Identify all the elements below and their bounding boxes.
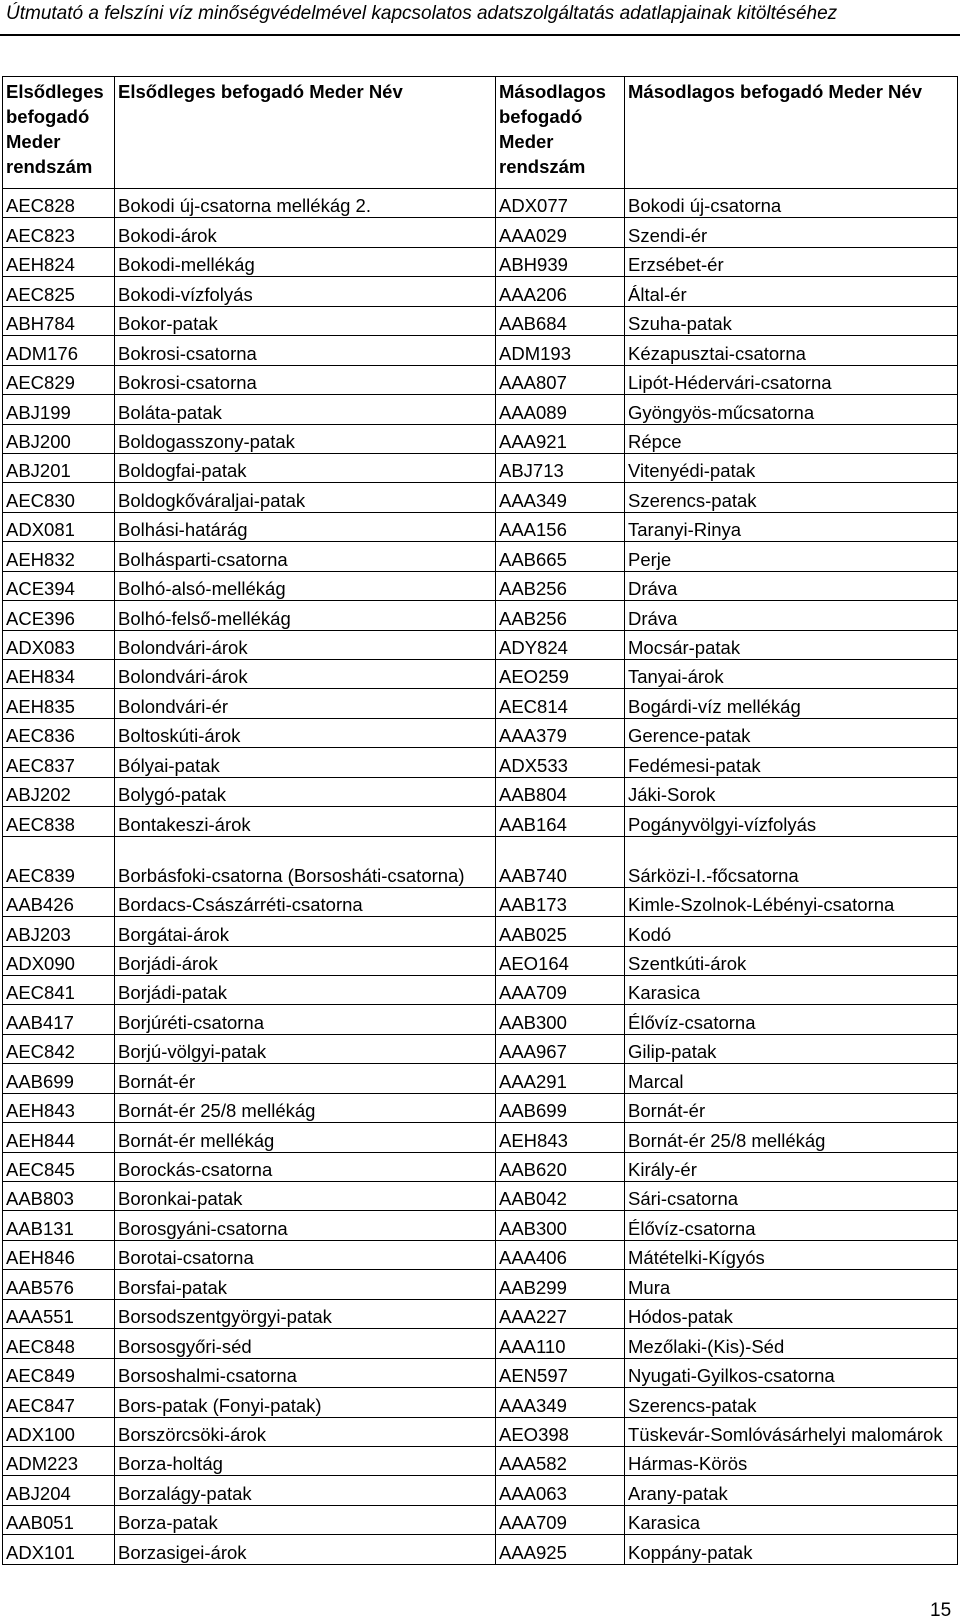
cell-primary-code: ABJ199: [3, 395, 115, 424]
cell-primary-code: AAA551: [3, 1299, 115, 1328]
cell-primary-name: Borsfai-patak: [115, 1270, 496, 1299]
table-row: [3, 1505, 958, 1534]
cell-secondary-name: Bokodi új-csatorna: [625, 189, 958, 218]
cell-secondary-code: AAA921: [496, 424, 625, 453]
cell-secondary-code: AAB684: [496, 306, 625, 335]
table-row: [3, 483, 958, 512]
cell-primary-code: AEC823: [3, 218, 115, 247]
cell-secondary-name: Tanyai-árok: [625, 660, 958, 689]
table-row: [3, 777, 958, 806]
cell-secondary-name: Lipót-Hédervári-csatorna: [625, 365, 958, 394]
cell-secondary-name: Mátételki-Kígyós: [625, 1240, 958, 1269]
cell-secondary-name: Koppány-patak: [625, 1535, 958, 1564]
cell-primary-code: ABJ201: [3, 453, 115, 482]
cell-secondary-code: AAA379: [496, 718, 625, 747]
cell-primary-code: AEH843: [3, 1093, 115, 1122]
cell-secondary-name: Mezőlaki-(Kis)-Séd: [625, 1329, 958, 1358]
table-row: [3, 1005, 958, 1034]
cell-secondary-name: Bornát-ér 25/8 mellékág: [625, 1123, 958, 1152]
column-header-primary-code: Elsődleges befogadó Meder rendszám: [3, 77, 115, 189]
table-row: [3, 689, 958, 718]
table-row: [3, 601, 958, 630]
cell-primary-name: Borzasigei-árok: [115, 1535, 496, 1564]
table-header-row: [3, 77, 958, 189]
cell-primary-name: Bokor-patak: [115, 306, 496, 335]
cell-secondary-code: AAB256: [496, 571, 625, 600]
cell-primary-code: AEC838: [3, 807, 115, 836]
cell-primary-name: Borockás-csatorna: [115, 1152, 496, 1181]
cell-primary-name: Bors-patak (Fonyi-patak): [115, 1388, 496, 1417]
cell-primary-name: Borjádi-árok: [115, 946, 496, 975]
cell-primary-name: Borsodszentgyörgyi-patak: [115, 1299, 496, 1328]
cell-primary-code: ACE394: [3, 571, 115, 600]
table-row: [3, 542, 958, 571]
cell-primary-name: Bokrosi-csatorna: [115, 336, 496, 365]
cell-primary-code: AEC825: [3, 277, 115, 306]
cell-secondary-name: Mocsár-patak: [625, 630, 958, 659]
cell-secondary-name: Szerencs-patak: [625, 1388, 958, 1417]
table-row: [3, 247, 958, 276]
document-title: Útmutató a felszíni víz minőségvédelmével kapcsolatos adatszolgáltatás adatlapjainak kitöltéséhez: [6, 3, 838, 24]
cell-secondary-code: AAB164: [496, 807, 625, 836]
cell-secondary-code: ADY824: [496, 630, 625, 659]
cell-primary-code: AAB699: [3, 1064, 115, 1093]
table-row: [3, 1299, 958, 1328]
cell-primary-code: ABJ200: [3, 424, 115, 453]
table-row: [3, 887, 958, 916]
cell-secondary-code: AAA406: [496, 1240, 625, 1269]
table-row: [3, 748, 958, 777]
table-row: [3, 1182, 958, 1211]
cell-primary-name: Bolondvári-árok: [115, 660, 496, 689]
cell-primary-code: AAB417: [3, 1005, 115, 1034]
cell-primary-code: AEC839: [3, 836, 115, 887]
cell-primary-code: AEC848: [3, 1329, 115, 1358]
cell-primary-code: AEH824: [3, 247, 115, 276]
cell-primary-name: Borzalágy-patak: [115, 1476, 496, 1505]
cell-secondary-code: ADM193: [496, 336, 625, 365]
table-row: [3, 1093, 958, 1122]
cell-primary-name: Borszörcsöki-árok: [115, 1417, 496, 1446]
cell-secondary-name: Élővíz-csatorna: [625, 1211, 958, 1240]
cell-primary-name: Bolhásparti-csatorna: [115, 542, 496, 571]
cell-secondary-code: AAB300: [496, 1211, 625, 1240]
table-row: [3, 1535, 958, 1564]
header-rule: [0, 34, 960, 36]
cell-primary-code: AAB131: [3, 1211, 115, 1240]
cell-primary-code: AEC849: [3, 1358, 115, 1387]
cell-primary-code: AEC847: [3, 1388, 115, 1417]
cell-secondary-code: AEH843: [496, 1123, 625, 1152]
cell-secondary-code: AAB173: [496, 887, 625, 916]
table-row: [3, 1123, 958, 1152]
cell-primary-code: ADX081: [3, 512, 115, 541]
cell-primary-name: Boldogfai-patak: [115, 453, 496, 482]
table-row: [3, 571, 958, 600]
table-row: [3, 917, 958, 946]
cell-primary-code: ABH784: [3, 306, 115, 335]
table-row: [3, 1446, 958, 1475]
cell-secondary-name: Mura: [625, 1270, 958, 1299]
cell-primary-name: Bornát-ér 25/8 mellékág: [115, 1093, 496, 1122]
table-row: [3, 306, 958, 335]
table-row: [3, 424, 958, 453]
cell-secondary-code: AEO164: [496, 946, 625, 975]
cell-primary-name: Borotai-csatorna: [115, 1240, 496, 1269]
cell-primary-name: Borjádi-patak: [115, 975, 496, 1004]
cell-secondary-code: AAB299: [496, 1270, 625, 1299]
table-row: [3, 1329, 958, 1358]
cell-secondary-code: AAA110: [496, 1329, 625, 1358]
cell-primary-code: AAB576: [3, 1270, 115, 1299]
cell-secondary-code: AAA029: [496, 218, 625, 247]
cell-primary-code: AAB803: [3, 1182, 115, 1211]
data-table: [2, 76, 958, 1565]
table-row: [3, 277, 958, 306]
cell-primary-code: AEC845: [3, 1152, 115, 1181]
cell-primary-code: AEC841: [3, 975, 115, 1004]
cell-primary-name: Boronkai-patak: [115, 1182, 496, 1211]
cell-primary-name: Bolondvári-árok: [115, 630, 496, 659]
page-header: [0, 0, 960, 50]
cell-secondary-name: Király-ér: [625, 1152, 958, 1181]
table-row: [3, 365, 958, 394]
table-row: [3, 1417, 958, 1446]
cell-secondary-code: AAA206: [496, 277, 625, 306]
cell-primary-name: Borjúréti-csatorna: [115, 1005, 496, 1034]
cell-secondary-code: AAA925: [496, 1535, 625, 1564]
cell-secondary-name: Gilip-patak: [625, 1034, 958, 1063]
cell-primary-name: Bólyai-patak: [115, 748, 496, 777]
cell-primary-name: Bokodi-árok: [115, 218, 496, 247]
cell-primary-code: AEC837: [3, 748, 115, 777]
cell-primary-name: Bokodi új-csatorna mellékág 2.: [115, 189, 496, 218]
table-row: [3, 630, 958, 659]
cell-primary-code: ACE396: [3, 601, 115, 630]
cell-secondary-code: AAB699: [496, 1093, 625, 1122]
cell-secondary-name: Kodó: [625, 917, 958, 946]
cell-primary-code: AEC830: [3, 483, 115, 512]
cell-secondary-name: Karasica: [625, 975, 958, 1004]
table-row: [3, 218, 958, 247]
cell-primary-name: Bokodi-vízfolyás: [115, 277, 496, 306]
cell-primary-name: Borsosgyőri-séd: [115, 1329, 496, 1358]
table-row: [3, 512, 958, 541]
table-row: [3, 946, 958, 975]
table-row: [3, 1211, 958, 1240]
cell-primary-code: ADX101: [3, 1535, 115, 1564]
cell-primary-code: AEH834: [3, 660, 115, 689]
cell-secondary-code: AAA063: [496, 1476, 625, 1505]
cell-secondary-name: Arany-patak: [625, 1476, 958, 1505]
table-row: [3, 718, 958, 747]
cell-primary-name: Bontakeszi-árok: [115, 807, 496, 836]
cell-primary-code: ADX100: [3, 1417, 115, 1446]
cell-secondary-code: AAA349: [496, 1388, 625, 1417]
cell-secondary-name: Fedémesi-patak: [625, 748, 958, 777]
cell-primary-name: Borgátai-árok: [115, 917, 496, 946]
cell-secondary-name: Dráva: [625, 601, 958, 630]
cell-secondary-name: Taranyi-Rinya: [625, 512, 958, 541]
cell-secondary-name: Erzsébet-ér: [625, 247, 958, 276]
cell-secondary-code: AAB665: [496, 542, 625, 571]
cell-secondary-code: AAA967: [496, 1034, 625, 1063]
cell-secondary-name: Hódos-patak: [625, 1299, 958, 1328]
cell-secondary-name: Gyöngyös-műcsatorna: [625, 395, 958, 424]
cell-primary-code: AEC828: [3, 189, 115, 218]
cell-primary-name: Bolhó-alsó-mellékág: [115, 571, 496, 600]
cell-primary-code: ADX090: [3, 946, 115, 975]
cell-secondary-code: AAA089: [496, 395, 625, 424]
cell-secondary-code: AAB256: [496, 601, 625, 630]
cell-secondary-code: AAA709: [496, 1505, 625, 1534]
column-header-secondary-code: Másodlagos befogadó Meder rendszám: [496, 77, 625, 189]
table-row: [3, 336, 958, 365]
cell-secondary-name: Pogányvölgyi-vízfolyás: [625, 807, 958, 836]
cell-secondary-name: Tüskevár-Somlóvásárhelyi malomárok: [625, 1417, 958, 1446]
cell-secondary-code: ADX077: [496, 189, 625, 218]
table-row: [3, 395, 958, 424]
cell-primary-name: Boldogkőváraljai-patak: [115, 483, 496, 512]
cell-primary-name: Boláta-patak: [115, 395, 496, 424]
cell-secondary-name: Hármas-Körös: [625, 1446, 958, 1475]
cell-primary-code: AEH844: [3, 1123, 115, 1152]
cell-secondary-name: Sárközi-I.-főcsatorna: [625, 836, 958, 887]
cell-primary-name: Bokrosi-csatorna: [115, 365, 496, 394]
cell-primary-code: AEH846: [3, 1240, 115, 1269]
column-header-primary-name: Elsődleges befogadó Meder Név: [115, 77, 496, 189]
cell-secondary-name: Perje: [625, 542, 958, 571]
cell-primary-code: ADX083: [3, 630, 115, 659]
cell-secondary-code: AAB042: [496, 1182, 625, 1211]
cell-primary-code: ABJ203: [3, 917, 115, 946]
cell-secondary-name: Szendi-ér: [625, 218, 958, 247]
cell-secondary-name: Élővíz-csatorna: [625, 1005, 958, 1034]
table-row: [3, 1358, 958, 1387]
cell-secondary-code: AAA709: [496, 975, 625, 1004]
cell-primary-code: ABJ204: [3, 1476, 115, 1505]
cell-secondary-name: Marcal: [625, 1064, 958, 1093]
cell-secondary-code: ABJ713: [496, 453, 625, 482]
table-row: [3, 1034, 958, 1063]
cell-secondary-code: AAA156: [496, 512, 625, 541]
cell-secondary-code: AAA349: [496, 483, 625, 512]
cell-secondary-name: Kézapusztai-csatorna: [625, 336, 958, 365]
table-row: [3, 189, 958, 218]
cell-secondary-code: AEC814: [496, 689, 625, 718]
cell-primary-code: AEH832: [3, 542, 115, 571]
cell-secondary-name: Kimle-Szolnok-Lébényi-csatorna: [625, 887, 958, 916]
cell-primary-code: AAB051: [3, 1505, 115, 1534]
cell-primary-code: ADM223: [3, 1446, 115, 1475]
cell-primary-code: AEC842: [3, 1034, 115, 1063]
cell-secondary-code: AAB740: [496, 836, 625, 887]
table-row: [3, 1240, 958, 1269]
cell-secondary-code: AAA582: [496, 1446, 625, 1475]
cell-secondary-name: Bogárdi-víz mellékág: [625, 689, 958, 718]
cell-secondary-code: AAA227: [496, 1299, 625, 1328]
cell-secondary-name: Szerencs-patak: [625, 483, 958, 512]
cell-primary-code: AAB426: [3, 887, 115, 916]
cell-secondary-name: Dráva: [625, 571, 958, 600]
column-header-secondary-name: Másodlagos befogadó Meder Név: [625, 77, 958, 189]
cell-secondary-name: Karasica: [625, 1505, 958, 1534]
cell-secondary-name: Bornát-ér: [625, 1093, 958, 1122]
cell-primary-code: ADM176: [3, 336, 115, 365]
cell-primary-name: Borza-holtág: [115, 1446, 496, 1475]
cell-primary-name: Bornát-ér: [115, 1064, 496, 1093]
cell-primary-code: AEC836: [3, 718, 115, 747]
cell-secondary-code: AAB620: [496, 1152, 625, 1181]
cell-secondary-name: Jáki-Sorok: [625, 777, 958, 806]
cell-primary-name: Borsoshalmi-csatorna: [115, 1358, 496, 1387]
table-row: [3, 975, 958, 1004]
cell-secondary-code: AAA291: [496, 1064, 625, 1093]
table-row: [3, 836, 958, 887]
cell-primary-name: Bolhási-határág: [115, 512, 496, 541]
cell-secondary-name: Nyugati-Gyilkos-csatorna: [625, 1358, 958, 1387]
cell-primary-code: ABJ202: [3, 777, 115, 806]
cell-secondary-code: AAA807: [496, 365, 625, 394]
cell-secondary-name: Szentkúti-árok: [625, 946, 958, 975]
cell-secondary-code: AAB804: [496, 777, 625, 806]
cell-primary-code: AEH835: [3, 689, 115, 718]
cell-secondary-name: Sári-csatorna: [625, 1182, 958, 1211]
cell-primary-name: Borjú-völgyi-patak: [115, 1034, 496, 1063]
table-row: [3, 1388, 958, 1417]
cell-primary-name: Bornát-ér mellékág: [115, 1123, 496, 1152]
cell-primary-code: AEC829: [3, 365, 115, 394]
cell-secondary-name: Gerence-patak: [625, 718, 958, 747]
cell-secondary-code: ADX533: [496, 748, 625, 777]
cell-primary-name: Borosgyáni-csatorna: [115, 1211, 496, 1240]
cell-secondary-code: AEO398: [496, 1417, 625, 1446]
table-row: [3, 660, 958, 689]
table-row: [3, 1270, 958, 1299]
cell-secondary-code: AEN597: [496, 1358, 625, 1387]
cell-primary-name: Borbásfoki-csatorna (Borsosháti-csatorna): [115, 836, 496, 887]
cell-primary-name: Boltoskúti-árok: [115, 718, 496, 747]
cell-primary-name: Bolhó-felső-mellékág: [115, 601, 496, 630]
table-row: [3, 1064, 958, 1093]
cell-secondary-code: AAB300: [496, 1005, 625, 1034]
table-body: [3, 189, 958, 1565]
cell-secondary-name: Által-ér: [625, 277, 958, 306]
cell-primary-name: Bolygó-patak: [115, 777, 496, 806]
cell-primary-name: Bordacs-Császárréti-csatorna: [115, 887, 496, 916]
cell-primary-name: Boldogasszony-patak: [115, 424, 496, 453]
cell-secondary-name: Répce: [625, 424, 958, 453]
cell-secondary-code: AEO259: [496, 660, 625, 689]
page-number: 15: [930, 1600, 952, 1621]
table-row: [3, 453, 958, 482]
cell-secondary-code: ABH939: [496, 247, 625, 276]
cell-secondary-name: Vitenyédi-patak: [625, 453, 958, 482]
cell-primary-name: Bokodi-mellékág: [115, 247, 496, 276]
cell-secondary-code: AAB025: [496, 917, 625, 946]
table-row: [3, 1152, 958, 1181]
table-row: [3, 807, 958, 836]
cell-secondary-name: Szuha-patak: [625, 306, 958, 335]
table-row: [3, 1476, 958, 1505]
cell-primary-name: Bolondvári-ér: [115, 689, 496, 718]
cell-primary-name: Borza-patak: [115, 1505, 496, 1534]
table-header: [3, 77, 958, 189]
